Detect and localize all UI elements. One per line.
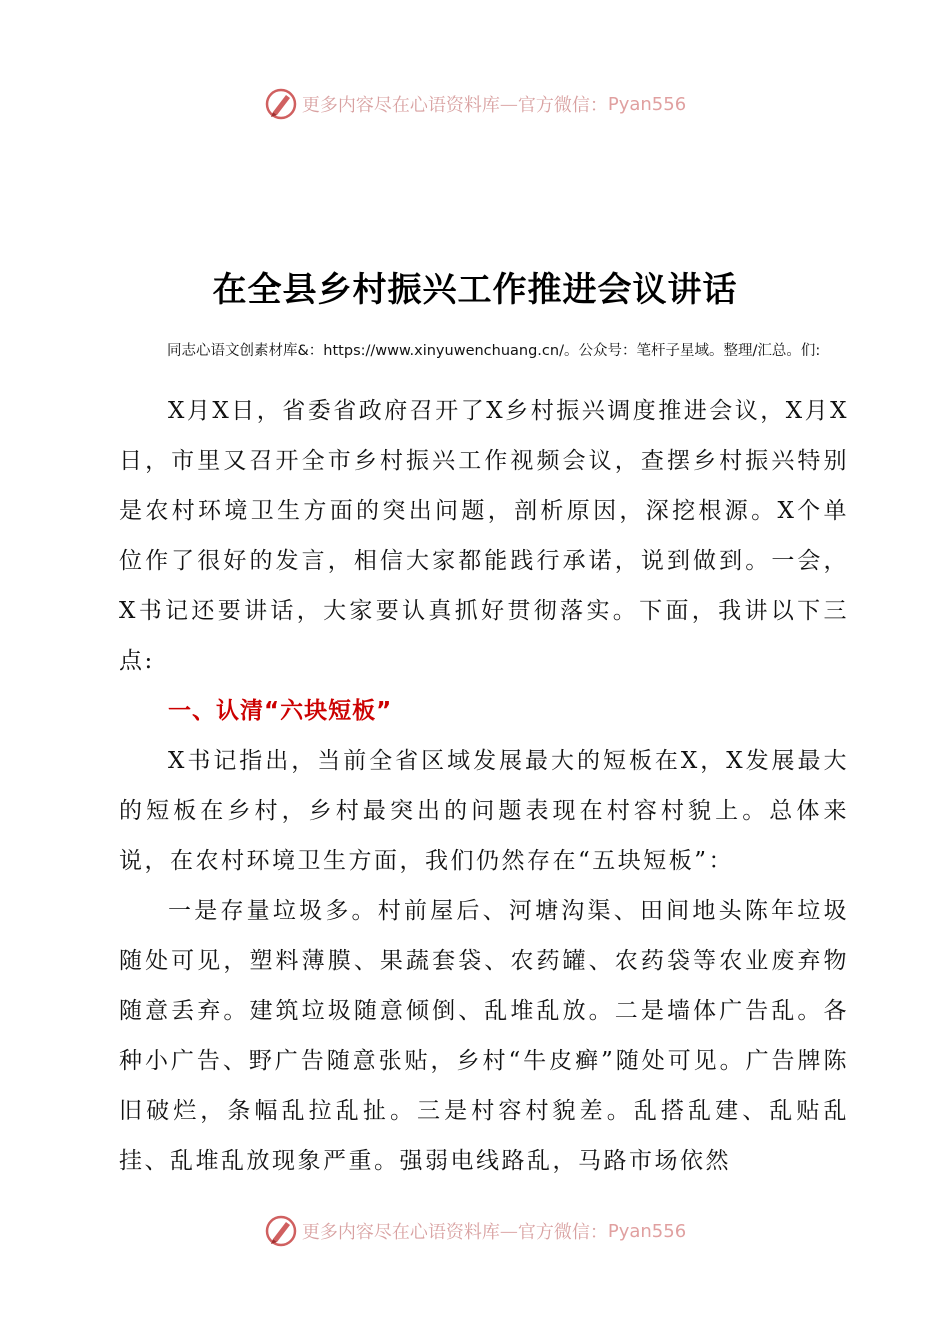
banner-separator: — xyxy=(499,1220,518,1242)
document-title: 在全县乡村振兴工作推进会议讲话 xyxy=(212,270,738,310)
banner-separator: — xyxy=(499,93,518,115)
banner-contact-label: 官方微信： xyxy=(517,95,608,116)
footer-watermark-banner xyxy=(0,1211,950,1251)
pen-logo-icon xyxy=(264,1214,298,1248)
banner-contact-id: Pyan556 xyxy=(607,93,687,115)
pen-logo-icon xyxy=(264,87,298,121)
banner-contact-label: 官方微信： xyxy=(517,1222,608,1243)
paragraph-intro: X月X日，省委省政府召开了X乡村振兴调度推进会议，X月X日，市里又召开全市乡村振兴工作视频会议，查摆乡村振兴特别是农村环境卫生方面的突出问题，剖析原因，深挖根源。X个单位作了很好的发言，相信大家都能践行承诺，说到做到。一会，X书记还要讲话，大家要认真抓好贯彻落实。下面，我讲以下三点: xyxy=(119,398,849,674)
banner-contact-id: Pyan556 xyxy=(607,1220,687,1242)
source-attribution: 同志心语文创素材库&：https://www.xinyuwenchuang.cn/。公众号：笔杆子星域。整理/汇总。们: xyxy=(167,343,821,359)
banner-text: 更多内容尽在心语资料库 xyxy=(301,95,500,116)
header-watermark-banner xyxy=(0,84,950,124)
paragraph-details: 一是存量垃圾多。村前屋后、河塘沟渠、田间地头陈年垃圾随处可见，塑料薄膜、果蔬套袋、农药罐、农药袋等农业废弃物随意丢弃。建筑垃圾随意倾倒、乱堆乱放。二是墙体广告乱。各种小广告、野广告随意张贴，乡村“牛皮癣”随处可见。广告牌陈旧破烂，条幅乱拉乱扯。三是村容村貌差。乱搭乱建、乱贴乱挂、乱堆乱放现象严重。强弱电线路乱，马路市场依然 xyxy=(119,898,849,1174)
section-heading-1: 一、认清“六块短板” xyxy=(168,698,393,724)
banner-text: 更多内容尽在心语资料库 xyxy=(301,1222,500,1243)
paragraph-shortboards: X书记指出，当前全省区域发展最大的短板在X，X发展最大的短板在乡村，乡村最突出的问题表现在村容村貌上。总体来说，在农村环境卫生方面，我们仍然存在“五块短板”： xyxy=(119,748,849,874)
